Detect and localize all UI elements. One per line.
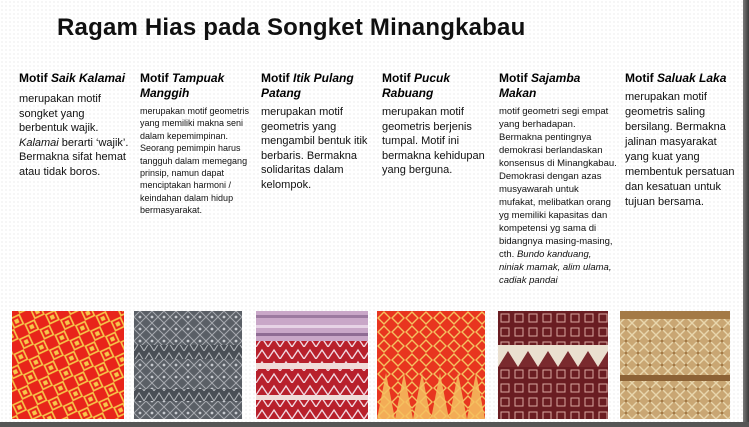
motif-column-tampuak-manggih <box>140 71 252 217</box>
motif-heading: Motif Pucuk Rabuang <box>382 71 451 100</box>
motif-description: merupakan motif songket yang berbentuk wajik. Kalamai berarti ‘wajik’. Bermakna sifat hemat atau tidak boros. <box>19 93 129 178</box>
motif-description: motif geometri segi empat yang berhadapan. Bermakna pentingnya demokrasi berlandaskan konsensus di Minangkabau. Demokrasi dengan azas musyawarah untuk mufakat, melibatkan orang yg memiliki kapasitas dan kompetensi yg sama di bidangnya masing-masing, cth. Bundo kanduang, niniak mamak, alim ulama, cadiak pandai <box>499 106 617 286</box>
motif-heading: Motif Itik Pulang Patang <box>261 71 354 100</box>
motif-heading: Motif Saluak Laka <box>625 71 727 85</box>
songket-image-itik-pulang-patang <box>256 311 368 419</box>
motif-description: merupakan motif geometris yang mengambil bentuk itik berbaris. Bermakna solidaritas dalam kelompok. <box>261 106 368 191</box>
slide-frame-right <box>743 0 749 427</box>
songket-image-pucuk-rabuang <box>377 311 485 419</box>
songket-image-tampuak-manggih <box>134 311 242 419</box>
motif-heading: Motif Tampuak Manggih <box>140 71 225 100</box>
motif-column-sajamba-makan <box>499 71 617 287</box>
slide-frame-bottom <box>0 422 749 427</box>
motif-heading: Motif Sajamba Makan <box>499 71 581 100</box>
songket-image-sajamba-makan <box>498 311 608 419</box>
motif-column-itik-pulang-patang <box>261 71 373 193</box>
songket-image-saluak-laka <box>620 311 730 419</box>
motif-description: merupakan motif geometris saling bersilang. Bermakna jalinan masyarakat yang kuat yang membentuk persatuan dan kesatuan untuk tujuan bersama. <box>625 91 735 208</box>
motif-column-saik-kalamai <box>19 71 131 180</box>
motif-column-saluak-laka <box>625 71 735 210</box>
slide-title: Ragam Hias pada Songket Minangkabau <box>57 14 526 41</box>
motif-column-pucuk-rabuang <box>382 71 490 178</box>
songket-image-saik-kalamai <box>12 311 124 419</box>
motif-heading: Motif Saik Kalamai <box>19 71 126 85</box>
motif-description: merupakan motif geometris berjenis tumpal. Motif ini bermakna kehidupan yang berguna. <box>382 106 485 177</box>
motif-description: merupakan motif geometris yang memiliki makna seni dalam kepemimpinan. Seorang pemimpin harus tangguh dalam memegang prinsip, namun dapat menciptakan harmoni / keindahan dalam hidup bermasyarakat. <box>140 106 250 216</box>
